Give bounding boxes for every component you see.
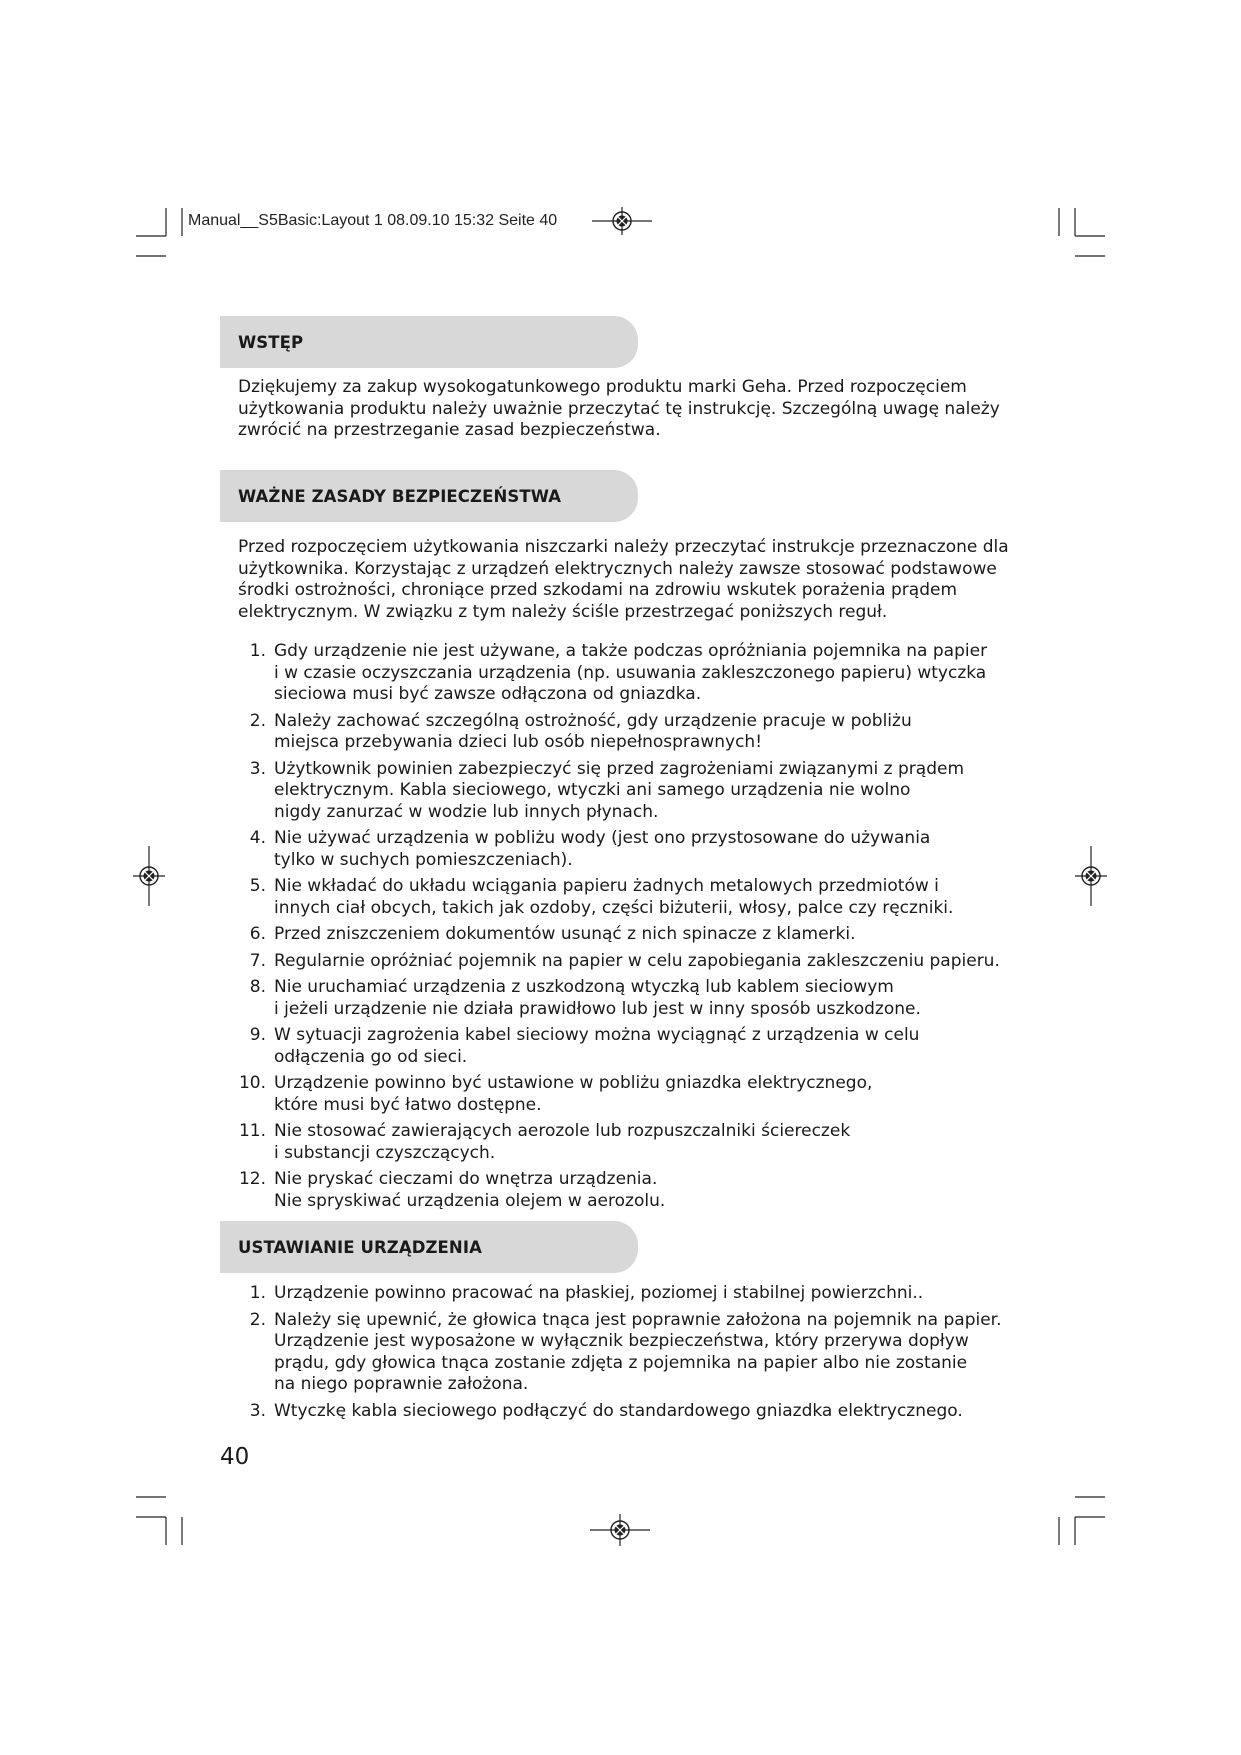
registration-mark-right xyxy=(1075,846,1107,906)
section-heading-setup: USTAWIANIE URZĄDZENIA xyxy=(220,1221,638,1273)
list-item-number: 2. xyxy=(249,710,266,731)
intro-paragraph: Dziękujemy za zakup wysokogatunkowego produktu marki Geha. Przed rozpoczęciem użytkowania produktu należy uważnie przeczytać tę instrukcję. Szczególną uwagę należy zwrócić na przestrzeganie zasad bezpieczeństwa. xyxy=(238,377,1000,440)
list-item-text: Nie stosować zawierających aerozole lub rozpuszczalniki ściereczek i substancji czyszczących. xyxy=(274,1121,851,1163)
list-item-text: W sytuacji zagrożenia kabel sieciowy można wyciągnąć z urządzenia w celu odłączenia go od sieci. xyxy=(274,1025,920,1067)
list-item-number: 3. xyxy=(249,758,266,779)
list-item xyxy=(238,1401,1028,1423)
list-item xyxy=(238,977,1028,1020)
list-item-number: 11. xyxy=(238,1121,266,1141)
registration-mark-bottom xyxy=(590,1514,650,1546)
list-item-number: 7. xyxy=(249,950,266,971)
list-item-text: Regularnie opróżniać pojemnik na papier w celu zapobiegania zakleszczeniu papieru. xyxy=(274,950,1000,971)
list-item xyxy=(238,1310,1028,1396)
registration-mark-top xyxy=(592,207,652,235)
list-item-number: 10. xyxy=(238,1073,266,1093)
list-item xyxy=(238,641,1028,706)
list-item-text: Należy się upewnić, że głowica tnąca jest poprawnie założona na pojemnik na papier. Urządzenie jest wyposażone w wyłącznik bezpieczeństwa, który przerywa dopływ prądu, gdy głowica tnąca zostanie zdjęta z pojemnika na papier albo nie zostanie na niego poprawnie założona. xyxy=(274,1309,1002,1394)
list-item xyxy=(238,1121,1028,1164)
list-item xyxy=(238,828,1028,871)
list-item-text: Urządzenie powinno być ustawione w pobliżu gniazdka elektrycznego, które musi być łatwo dostępne. xyxy=(274,1073,873,1115)
list-item-text: Nie uruchamiać urządzenia z uszkodzoną wtyczką lub kablem sieciowym i jeżeli urządzenie nie działa prawidłowo lub jest w inny sposób uszkodzone. xyxy=(274,977,921,1019)
list-item-number: 4. xyxy=(249,828,266,848)
list-item-number: 1. xyxy=(249,641,266,661)
list-item xyxy=(238,876,1028,919)
list-item xyxy=(238,711,1028,754)
list-item xyxy=(238,924,1028,946)
registration-mark-left xyxy=(133,846,165,906)
list-item-number: 5. xyxy=(249,876,266,896)
list-item-number: 1. xyxy=(249,1283,266,1303)
safety-rules-list xyxy=(238,641,1028,1217)
page-number: 40 xyxy=(220,1444,250,1470)
list-item xyxy=(238,951,1028,973)
list-item xyxy=(238,1169,1028,1212)
list-item-number: 3. xyxy=(249,1400,266,1421)
list-item xyxy=(238,1025,1028,1068)
list-item-number: 8. xyxy=(249,977,266,997)
section-heading-intro: WSTĘP xyxy=(220,316,638,368)
list-item-text: Nie wkładać do układu wciągania papieru żadnych metalowych przedmiotów i innych ciał obcych, takich jak ozdoby, części biżuterii, włosy, palce czy ręczniki. xyxy=(274,876,954,918)
list-item-text: Urządzenie powinno pracować na płaskiej, poziomej i stabilnej powierzchni.. xyxy=(274,1283,924,1303)
list-item-text: Użytkownik powinien zabezpieczyć się przed zagrożeniami związanymi z prądem elektrycznym. Kabla sieciowego, wtyczki ani samego urządzenia nie wolno nigdy zanurzać w wodzie lub innych płynach. xyxy=(274,758,965,822)
safety-paragraph: Przed rozpoczęciem użytkowania niszczarki należy przeczytać instrukcje przeznaczone dla użytkownika. Korzystając z urządzeń elektrycznych należy zawsze stosować podstawowe środki ostrożności, chroniące przed szkodami na zdrowiu wskutek porażenia prądem elektrycznym. W związku z tym należy ściśle przestrzegać poniższych reguł. xyxy=(238,537,1009,622)
list-item-number: 9. xyxy=(249,1025,266,1045)
list-item-number: 12. xyxy=(238,1169,266,1189)
list-item xyxy=(238,1283,1028,1305)
list-item xyxy=(238,1073,1028,1116)
setup-steps-list xyxy=(238,1283,1028,1427)
list-item-text: Nie pryskać cieczami do wnętrza urządzenia. Nie spryskiwać urządzenia olejem w aerozolu. xyxy=(274,1169,666,1211)
section-heading-safety: WAŻNE ZASADY BEZPIECZEŃSTWA xyxy=(220,470,638,522)
list-item-text: Gdy urządzenie nie jest używane, a także podczas opróżniania pojemnika na papier i w czasie oczyszczania urządzenia (np. usuwania zakleszczonego papieru) wtyczka sieciowa musi być zawsze odłączona od gniazdka. xyxy=(274,641,988,704)
printer-slug: Manual__S5Basic:Layout 1 08.09.10 15:32 Seite 40 xyxy=(188,212,558,229)
list-item xyxy=(238,759,1028,824)
list-item-text: Nie używać urządzenia w pobliżu wody (jest ono przystosowane do używania tylko w suchych pomieszczeniach). xyxy=(274,828,931,870)
list-item-number: 2. xyxy=(249,1309,266,1330)
list-item-text: Należy zachować szczególną ostrożność, gdy urządzenie pracuje w pobliżu miejsca przebywania dzieci lub osób niepełnosprawnych! xyxy=(274,710,912,752)
list-item-number: 6. xyxy=(249,924,266,944)
list-item-text: Wtyczkę kabla sieciowego podłączyć do standardowego gniazdka elektrycznego. xyxy=(274,1400,963,1421)
list-item-text: Przed zniszczeniem dokumentów usunąć z nich spinacze z klamerki. xyxy=(274,924,856,944)
